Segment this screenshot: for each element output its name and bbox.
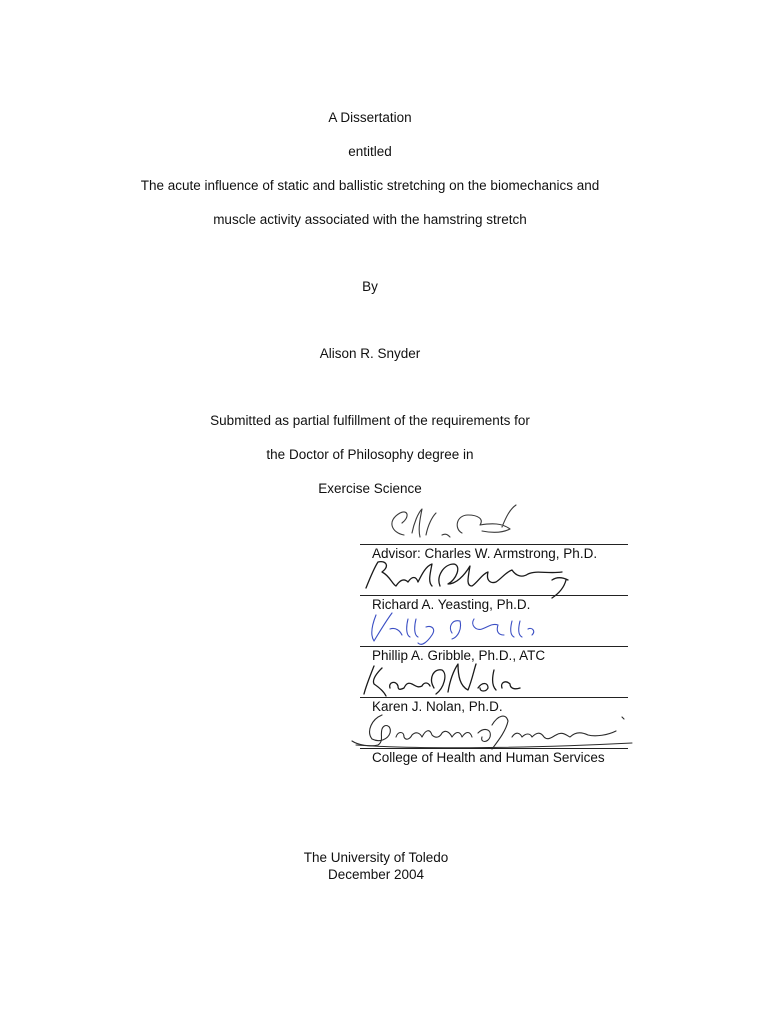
signature-block-committee-3: [360, 664, 628, 712]
title-line-2: muscle activity associated with the hamstring stretch: [213, 212, 527, 227]
author-name: Alison R. Snyder: [319, 346, 421, 361]
entitled-label: entitled: [348, 144, 392, 159]
signatory-label: Richard A. Yeasting, Ph.D.: [372, 597, 531, 612]
signature-block-committee-2: [360, 613, 628, 661]
signature-line: [360, 697, 628, 698]
institution-name: The University of Toledo: [303, 850, 449, 865]
submission-date: December 2004: [327, 867, 425, 882]
signatory-label: Advisor: Charles W. Armstrong, Ph.D.: [372, 546, 598, 561]
signature-line: [360, 748, 628, 749]
signatory-label: Karen J. Nolan, Ph.D.: [372, 699, 503, 714]
signature-block-dean: [360, 715, 628, 763]
signature-block-committee-1: [360, 562, 628, 610]
signatory-label: College of Health and Human Services: [372, 750, 605, 765]
signature-line: [360, 646, 628, 647]
signature-block-advisor: [360, 511, 628, 559]
signature-line: [360, 544, 628, 545]
document-type: A Dissertation: [328, 110, 412, 125]
degree-field: Exercise Science: [318, 481, 422, 496]
submission-line-2: the Doctor of Philosophy degree in: [266, 447, 474, 462]
by-label: By: [362, 279, 378, 294]
title-line-1: The acute influence of static and ballistic stretching on the biomechanics and: [140, 178, 600, 193]
signatory-label: Phillip A. Gribble, Ph.D., ATC: [372, 648, 546, 663]
signature-line: [360, 595, 628, 596]
submission-line-1: Submitted as partial fulfillment of the requirements for: [210, 413, 530, 428]
